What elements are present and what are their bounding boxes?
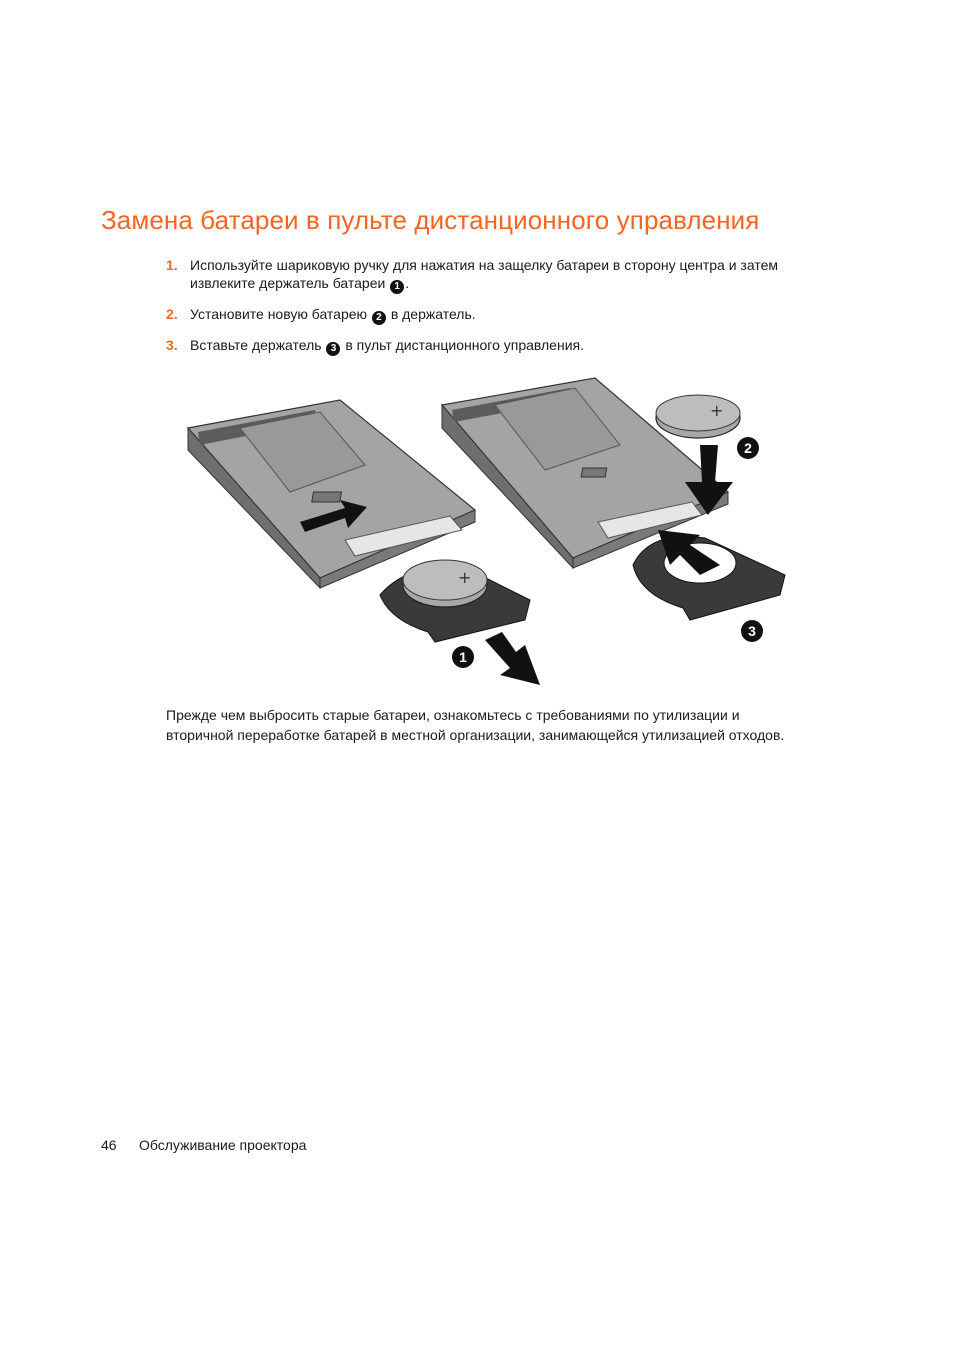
step-text-end: в пульт дистанционного управления. bbox=[345, 337, 584, 353]
page-number: 46 bbox=[101, 1137, 117, 1153]
step-text: Вставьте держатель bbox=[190, 337, 322, 353]
callout-1-badge: 1 bbox=[390, 280, 404, 294]
callout-3-label: 3 bbox=[748, 623, 756, 639]
step-text: Установите новую батарею bbox=[190, 306, 368, 322]
callout-1-label: 1 bbox=[459, 649, 467, 665]
step-2 bbox=[166, 305, 806, 325]
battery-plus-symbol: + bbox=[458, 568, 472, 587]
callout-2-label: 2 bbox=[744, 440, 752, 456]
battery-new bbox=[656, 395, 740, 438]
battery-holder-1 bbox=[380, 560, 530, 642]
page-footer bbox=[101, 1137, 306, 1153]
step-text-end: . bbox=[405, 275, 410, 291]
arrow-remove-holder bbox=[485, 632, 540, 685]
step-text-end: в держатель. bbox=[390, 306, 476, 322]
remote-left-illustration bbox=[188, 400, 475, 588]
page-title: Замена батареи в пульте дистанционного управления bbox=[101, 205, 760, 235]
battery-plus-symbol: + bbox=[710, 401, 724, 420]
callout-3-badge: 3 bbox=[326, 342, 340, 356]
battery-holder-3 bbox=[633, 537, 785, 620]
section-title: Обслуживание проектора bbox=[139, 1137, 307, 1153]
step-number: 3. bbox=[166, 337, 178, 353]
callout-2-badge: 2 bbox=[372, 311, 386, 325]
step-number: 2. bbox=[166, 306, 178, 322]
step-text: Используйте шариковую ручку для нажатия на защелку батареи в сторону центра и затем извлеките держатель батареи bbox=[190, 257, 778, 291]
step-number: 1. bbox=[166, 257, 178, 273]
instruction-steps bbox=[166, 256, 806, 367]
step-3 bbox=[166, 336, 806, 356]
battery-replacement-illustration bbox=[180, 370, 800, 690]
step-1 bbox=[166, 256, 806, 294]
disposal-note: Прежде чем выбросить старые батареи, ознакомьтесь с требованиями по утилизации и вторичной переработке батарей в местной организации, занимающейся утилизацией отходов. bbox=[166, 707, 785, 743]
